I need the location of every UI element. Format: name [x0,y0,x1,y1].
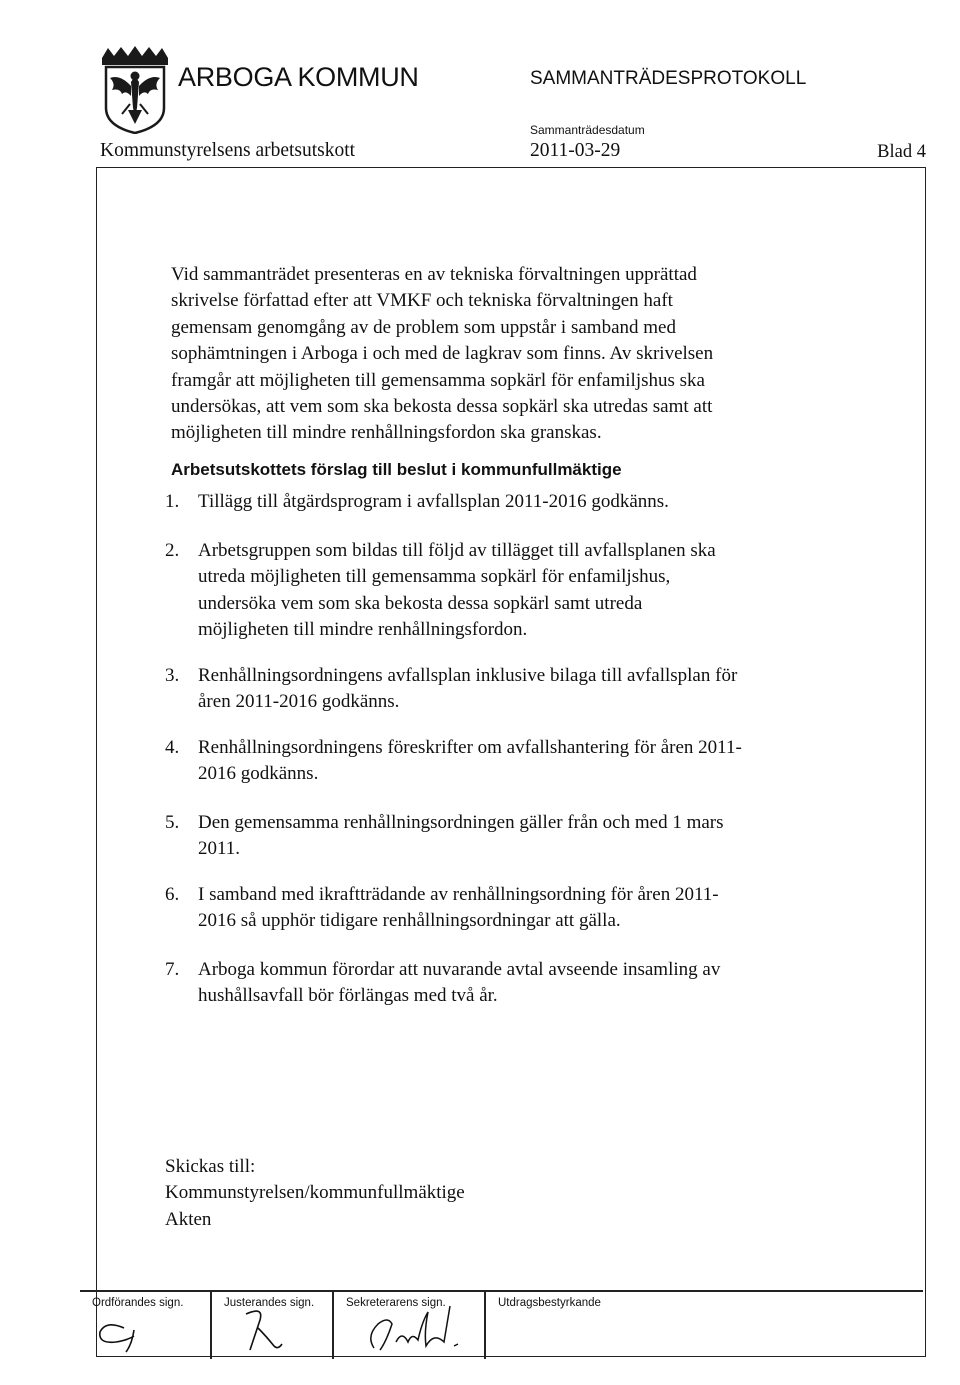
item-line: 2016 så upphör tidigare renhållningsordningar att gälla. [198,910,621,932]
signature-table [80,1290,923,1357]
item-text [198,663,737,716]
item-number: 2. [165,540,180,561]
meeting-date: 2011-03-29 [530,140,621,161]
page-number: Blad 4 [877,142,926,162]
item-line: åren 2011-2016 godkänns. [198,691,400,713]
item-text [198,957,720,1010]
intro-line: sophämtningen i Arboga i och med de lagkrav som finns. Av skrivelsen [171,343,714,365]
intro-line: undersökas, att vem som ska bekosta dessa sopkärl ska utredas samt att [171,396,713,418]
item-line: Renhållningsordningens avfallsplan inklusive bilaga till avfallsplan för [198,665,738,686]
item-number: 4. [165,737,180,758]
intro-line: skrivelse författad efter att VMKF och tekniska förvaltningen haft [171,290,673,312]
item-text [198,489,669,515]
item-line: 2016 godkänns. [198,763,319,785]
item-line: Arboga kommun förordar att nuvarande avtal avseende insamling av [198,959,721,980]
item-number: 5. [165,812,180,833]
item-line: Tillägg till åtgärdsprogram i avfallsplan 2011-2016 godkänns. [198,491,669,512]
item-text [198,735,742,788]
item-number: 1. [165,491,180,512]
secretary-signature-mark [354,1302,474,1358]
extract-certification-cell [486,1292,923,1359]
adjuster-signature-label: Justerandes sign. [224,1297,315,1309]
distribution-heading: Skickas till: [165,1156,256,1177]
item-line: hushållsavfall bör förlängas med två år. [198,985,498,1007]
coat-of-arms-logo [100,46,170,134]
secretary-signature-cell [334,1292,484,1359]
committee-name: Kommunstyrelsens arbetsutskott [100,140,356,161]
proposal-heading: Arbetsutskottets förslag till beslut i kommunfullmäktige [171,460,622,479]
intro-line: möjligheten till mindre renhållningsfordon ska granskas. [171,422,602,444]
item-number: 6. [165,884,180,905]
item-line: möjligheten till mindre renhållningsfordon. [198,619,528,641]
item-line: utreda möjligheten till gemensamma sopkärl för enfamiljshus, [198,566,671,588]
item-text [198,810,724,863]
distribution-recipient: Kommunstyrelsen/kommunfullmäktige [165,1182,465,1204]
date-label: Sammanträdesdatum [530,123,645,137]
intro-paragraph [171,262,713,447]
item-line: I samband med ikraftträdande av renhållningsordning för åren 2011- [198,884,719,905]
organization-name: ARBOGA KOMMUN [178,62,419,92]
item-line: Den gemensamma renhållningsordningen gäller från och med 1 mars [198,812,724,833]
adjuster-signature-mark [236,1306,286,1356]
document-type: SAMMANTRÄDESPROTOKOLL [530,68,807,89]
chair-signature-mark [94,1314,154,1354]
chair-signature-label: Ordförandes sign. [92,1297,184,1309]
extract-certification-label: Utdragsbestyrkande [498,1297,601,1309]
coat-of-arms-eagle-crown-icon [100,46,170,134]
distribution-recipient: Akten [165,1208,212,1230]
item-line: Renhållningsordningens föreskrifter om avfallshantering för åren 2011- [198,737,742,758]
item-number: 3. [165,665,180,686]
item-text [198,538,716,644]
adjuster-signature-cell [212,1292,332,1359]
item-number: 7. [165,959,180,980]
item-line: Arbetsgruppen som bildas till följd av tillägget till avfallsplanen ska [198,540,716,561]
item-text [198,882,719,935]
secretary-signature-label: Sekreterarens sign. [346,1297,446,1309]
item-line: undersöka vem som ska bekosta dessa sopkärl samt utreda [198,592,643,614]
chair-signature-cell [80,1292,210,1359]
item-line: 2011. [198,838,241,860]
intro-line: framgår att möjligheten till gemensamma sopkärl för enfamiljshus ska [171,369,705,391]
intro-line: gemensam genomgång av de problem som uppstår i samband med [171,316,676,338]
intro-line: Vid sammanträdet presenteras en av tekniska förvaltningen upprättad [171,264,697,285]
distribution-list [165,1154,465,1233]
